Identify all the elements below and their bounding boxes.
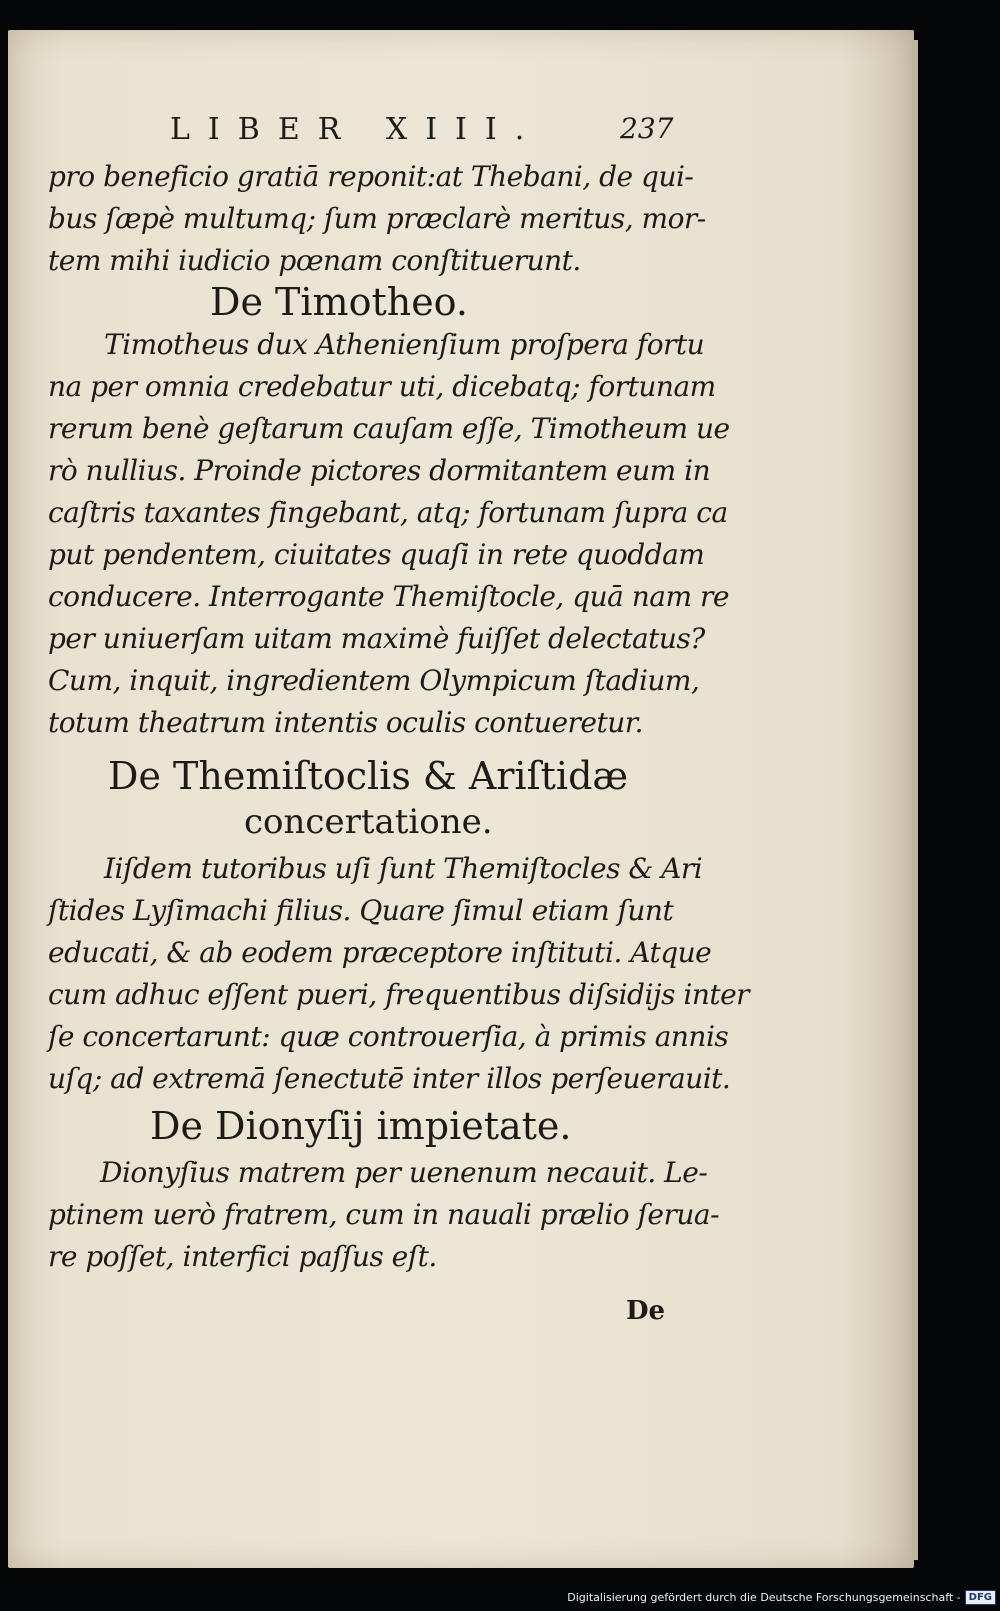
text-line: ſtides Lyſimachi filius. Quare ſimul etiam ſunt [48,894,674,927]
section-heading: concertatione. [244,802,493,842]
text-line: Iiſdem tutoribus uſi ſunt Themiſtocles & Ari [104,852,703,885]
running-head: LIBER XIII. [170,112,543,147]
section-heading: De Themiſtoclis & Ariſtidæ [108,754,629,798]
text-line: Cum, inquit, ingredientem Olympicum ſtadium, [48,664,700,697]
catchword: De [626,1296,666,1326]
text-line: rò nullius. Proinde pictores dormitantem eum in [48,454,711,487]
text-line: cum adhuc eſſent pueri, frequentibus diſsidijs inter [48,978,750,1011]
text-line: caſtris taxantes fingebant, atq; fortunam ſupra ca [48,496,728,529]
text-line: Dionyſius matrem per uenenum necauit. Le- [100,1156,708,1189]
text-line: pro beneficio gratiā reponit:at Thebani, de qui- [48,160,694,193]
text-line: Timotheus dux Athenienſium proſpera fortu [104,328,705,361]
text-line: ptinem uerò fratrem, cum in nauali prælio ſerua- [48,1198,720,1231]
page-number: 237 [620,112,674,145]
digitization-credit [567,1587,996,1607]
text-line: re poſſet, interfici paſſus eſt. [48,1240,437,1273]
section-heading: De Dionyſij impietate. [150,1104,572,1148]
text-line: put pendentem, ciuitates quaſi in rete quoddam [48,538,705,571]
text-line: ſe concertarunt: quæ controuerſia, à primis annis [48,1020,729,1053]
text-line: conducere. Interrogante Themiſtocle, quā nam re [48,580,729,613]
section-heading: De Timotheo. [210,280,468,324]
credit-text: Digitalisierung gefördert durch die Deutsche Forschungsgemeinschaft - [567,1590,961,1604]
text-line: tem mihi iudicio pœnam conſtituerunt. [48,244,581,277]
text-line: uſq; ad extremā ſenectutē inter illos perſeuerauit. [48,1062,731,1095]
text-line: educati, & ab eodem præceptore inſtituti. Atque [48,936,712,969]
text-line: bus ſæpè multumq; ſum præclarè meritus, mor- [48,202,706,235]
text-line: per uniuerſam uitam maximè fuiſſet delectatus? [48,622,705,655]
text-line: rerum benè geſtarum cauſam eſſe, Timotheum ue [48,412,730,445]
dfg-logo: DFG [965,1590,996,1605]
page-edge [912,40,918,1560]
text-line: na per omnia credebatur uti, dicebatq; fortunam [48,370,716,403]
text-line: totum theatrum intentis oculis contueretur. [48,706,643,739]
